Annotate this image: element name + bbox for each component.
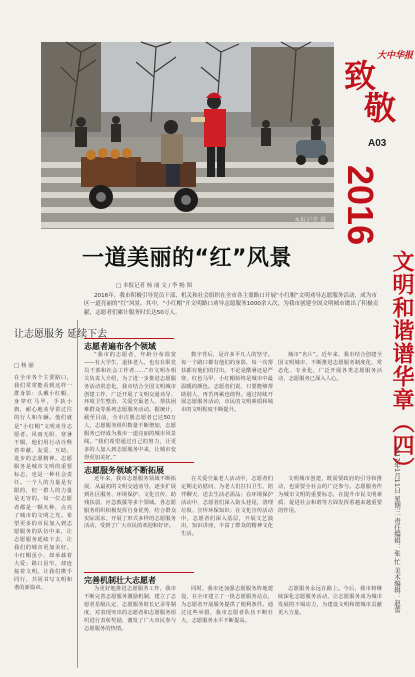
section-date: 2017年1月11日 星期三 责任编辑：张 忙 美术编辑：赵蕾: [393, 445, 401, 613]
paper-logo: 大中华报: [376, 51, 413, 61]
subhead-2: 志愿服务领域不断拓展: [84, 462, 194, 476]
subhead-1: 志愿者遍布各个领域: [84, 338, 174, 352]
article-col-b2: 在关爱空巢老人活动中，志愿者们定期走访慰问，为老人们打扫卫生、陪伴聊天、送去生活必需品；在环境保护活动中，志愿者们深入街头巷尾，清理垃圾、宣传环保知识；在文化宣传活动中，志愿者们深入基层，开展文艺演出、知识讲座，丰富了群众的精神文化生活。: [181, 476, 273, 538]
article-headline: 一道美丽的“红”风景: [82, 246, 292, 271]
article-col-b3: 文明城市创建，既需要政府的引导和推动，也需要全社会的广泛参与。志愿服务作为城市文明的重要标志，在提升市民文明素质、促进社会和谐等方面发挥着越来越重要的作用。: [278, 476, 382, 514]
article-col-a2: 数字背后，是许多平凡人的坚守。每一个路口都有他们的身影，每一次帮扶都有他们的付出。不论是酷暑还是严寒，红色马甲、小红帽始终是城市中最温暖的颜色。志愿者们说，只要能够帮助别人，再苦再累也值得。通过持续开展志愿服务活动，市民的文明素质和城市的文明程度不断提升。: [181, 352, 273, 414]
year-text: 2016: [340, 165, 381, 246]
page-number: A03: [368, 138, 387, 149]
article-col-c2: 同时，我市还加强志愿服务阵地建设，在全市建立了一批志愿服务站点，为志愿者开展服务提供了便利条件。通过这些举措，我市志愿者队伍不断壮大，志愿服务水平不断提高。: [181, 586, 273, 624]
column-headline: 让志愿服务 延续下去: [14, 329, 108, 340]
section-title: 文明和谐谱华章（四）: [389, 250, 414, 480]
photo-credit: 本报记者 摄: [294, 217, 326, 224]
year-banner: [335, 165, 381, 265]
column-body: 在全市各个主要路口，我们常常能看到这样一群身影：头戴小红帽、身穿红马甲，手执小旗，耐心地劝导着过往的行人和车辆。他们就是“小红帽”文明劝导志愿者。风雨无阻、寒暑不辍，他们用行动诠释着奉献、友爱、互助、进步的志愿精神。志愿服务是城市文明的重要标志，也是一种社会责任。一个人的力量是有限的，但一群人的力量是无穷的。每一位志愿者都是一颗火种，点亮了城市的文明之光。希望更多的市民加入到志愿服务的队伍中来，让志愿服务延续下去，让我们的城市更加美好。小红帽虽小，却承载着大爱；路口虽窄，却连接着文明。让我们携手同行，共同书写文明和谐的新篇章。: [14, 375, 72, 592]
street-scene-image: [41, 42, 334, 229]
subhead-3: 完善机制壮大志愿者: [84, 572, 194, 586]
article-col-c3: 志愿服务永远在路上。今后，我市将继续深化志愿服务活动，让志愿服务成为城市发展的不竭动力，为建设文明和谐城市贡献更大力量。: [278, 586, 382, 616]
column-author: □ 杨 丽: [14, 363, 34, 369]
article-lead: 2016年，我市积极引导党员干部、机关和社会组织在全市各主要路口开展“小红帽”文明劝导志愿服务活动，成为市区一道亮丽的“红”风景。其中，“小红帽”开文明路口劝导志愿服务1000余人次，为我市创建全国文明城市做出了积极贡献，志愿者们累计服务时长达50万人。: [84, 293, 379, 316]
column-divider: [77, 320, 78, 668]
feature-char-1: 致: [344, 57, 377, 95]
article-col-a3: 城市“名片”。近年来，我市结合创建全国文明城市，不断推进志愿服务制度化、常态化、专业化，广泛开展各类志愿服务活动，志愿服务已深入人心。: [278, 352, 382, 382]
article-col-c1: 为更好地推进志愿服务工作，我市不断完善志愿服务激励机制，建立了志愿者星级认定、志愿服务时长记录等制度，对表现突出的志愿者和志愿服务组织进行表彰奖励，激发了广大市民参与志愿服务的热情。: [84, 586, 176, 632]
article-col-b1: 近年来，我市志愿服务领域不断拓展，从最初的文明交通劝导，逐步扩展到社区服务、环境保护、文化宣传、助残扶弱、应急救援等多个领域。各志愿服务组织积极发挥自身优势，结合群众实际需求，开展了形式多样的志愿服务活动，受到了广大市民的欢迎和好评。: [84, 476, 176, 530]
article-byline: □ 本报记者 杨 丽 文 / 李 畅 图: [116, 283, 193, 289]
article-col-a1: “我市的志愿者，年龄分布很宽——有大学生、退休老人，也有在职党员干部和社会工作者……”市文明办相关负责人介绍，为了进一步推进志愿服务活动常态化，我市结合全国文明城市创建工作，广泛开展了文明交通劝导、环境卫生整治、关爱空巢老人、帮扶困难群众等系列志愿服务活动。据统计，截至目前，全市注册志愿者已达50万人，志愿服务组织数量不断增加，志愿服务已经成为我市一道亮丽的城市风景线。“我们希望通过自己的努力，让更多的人加入到志愿服务中来，让城市变得更加美好。”: [84, 352, 176, 461]
lead-photo: [41, 42, 334, 229]
feature-char-2: 敬: [364, 89, 397, 127]
